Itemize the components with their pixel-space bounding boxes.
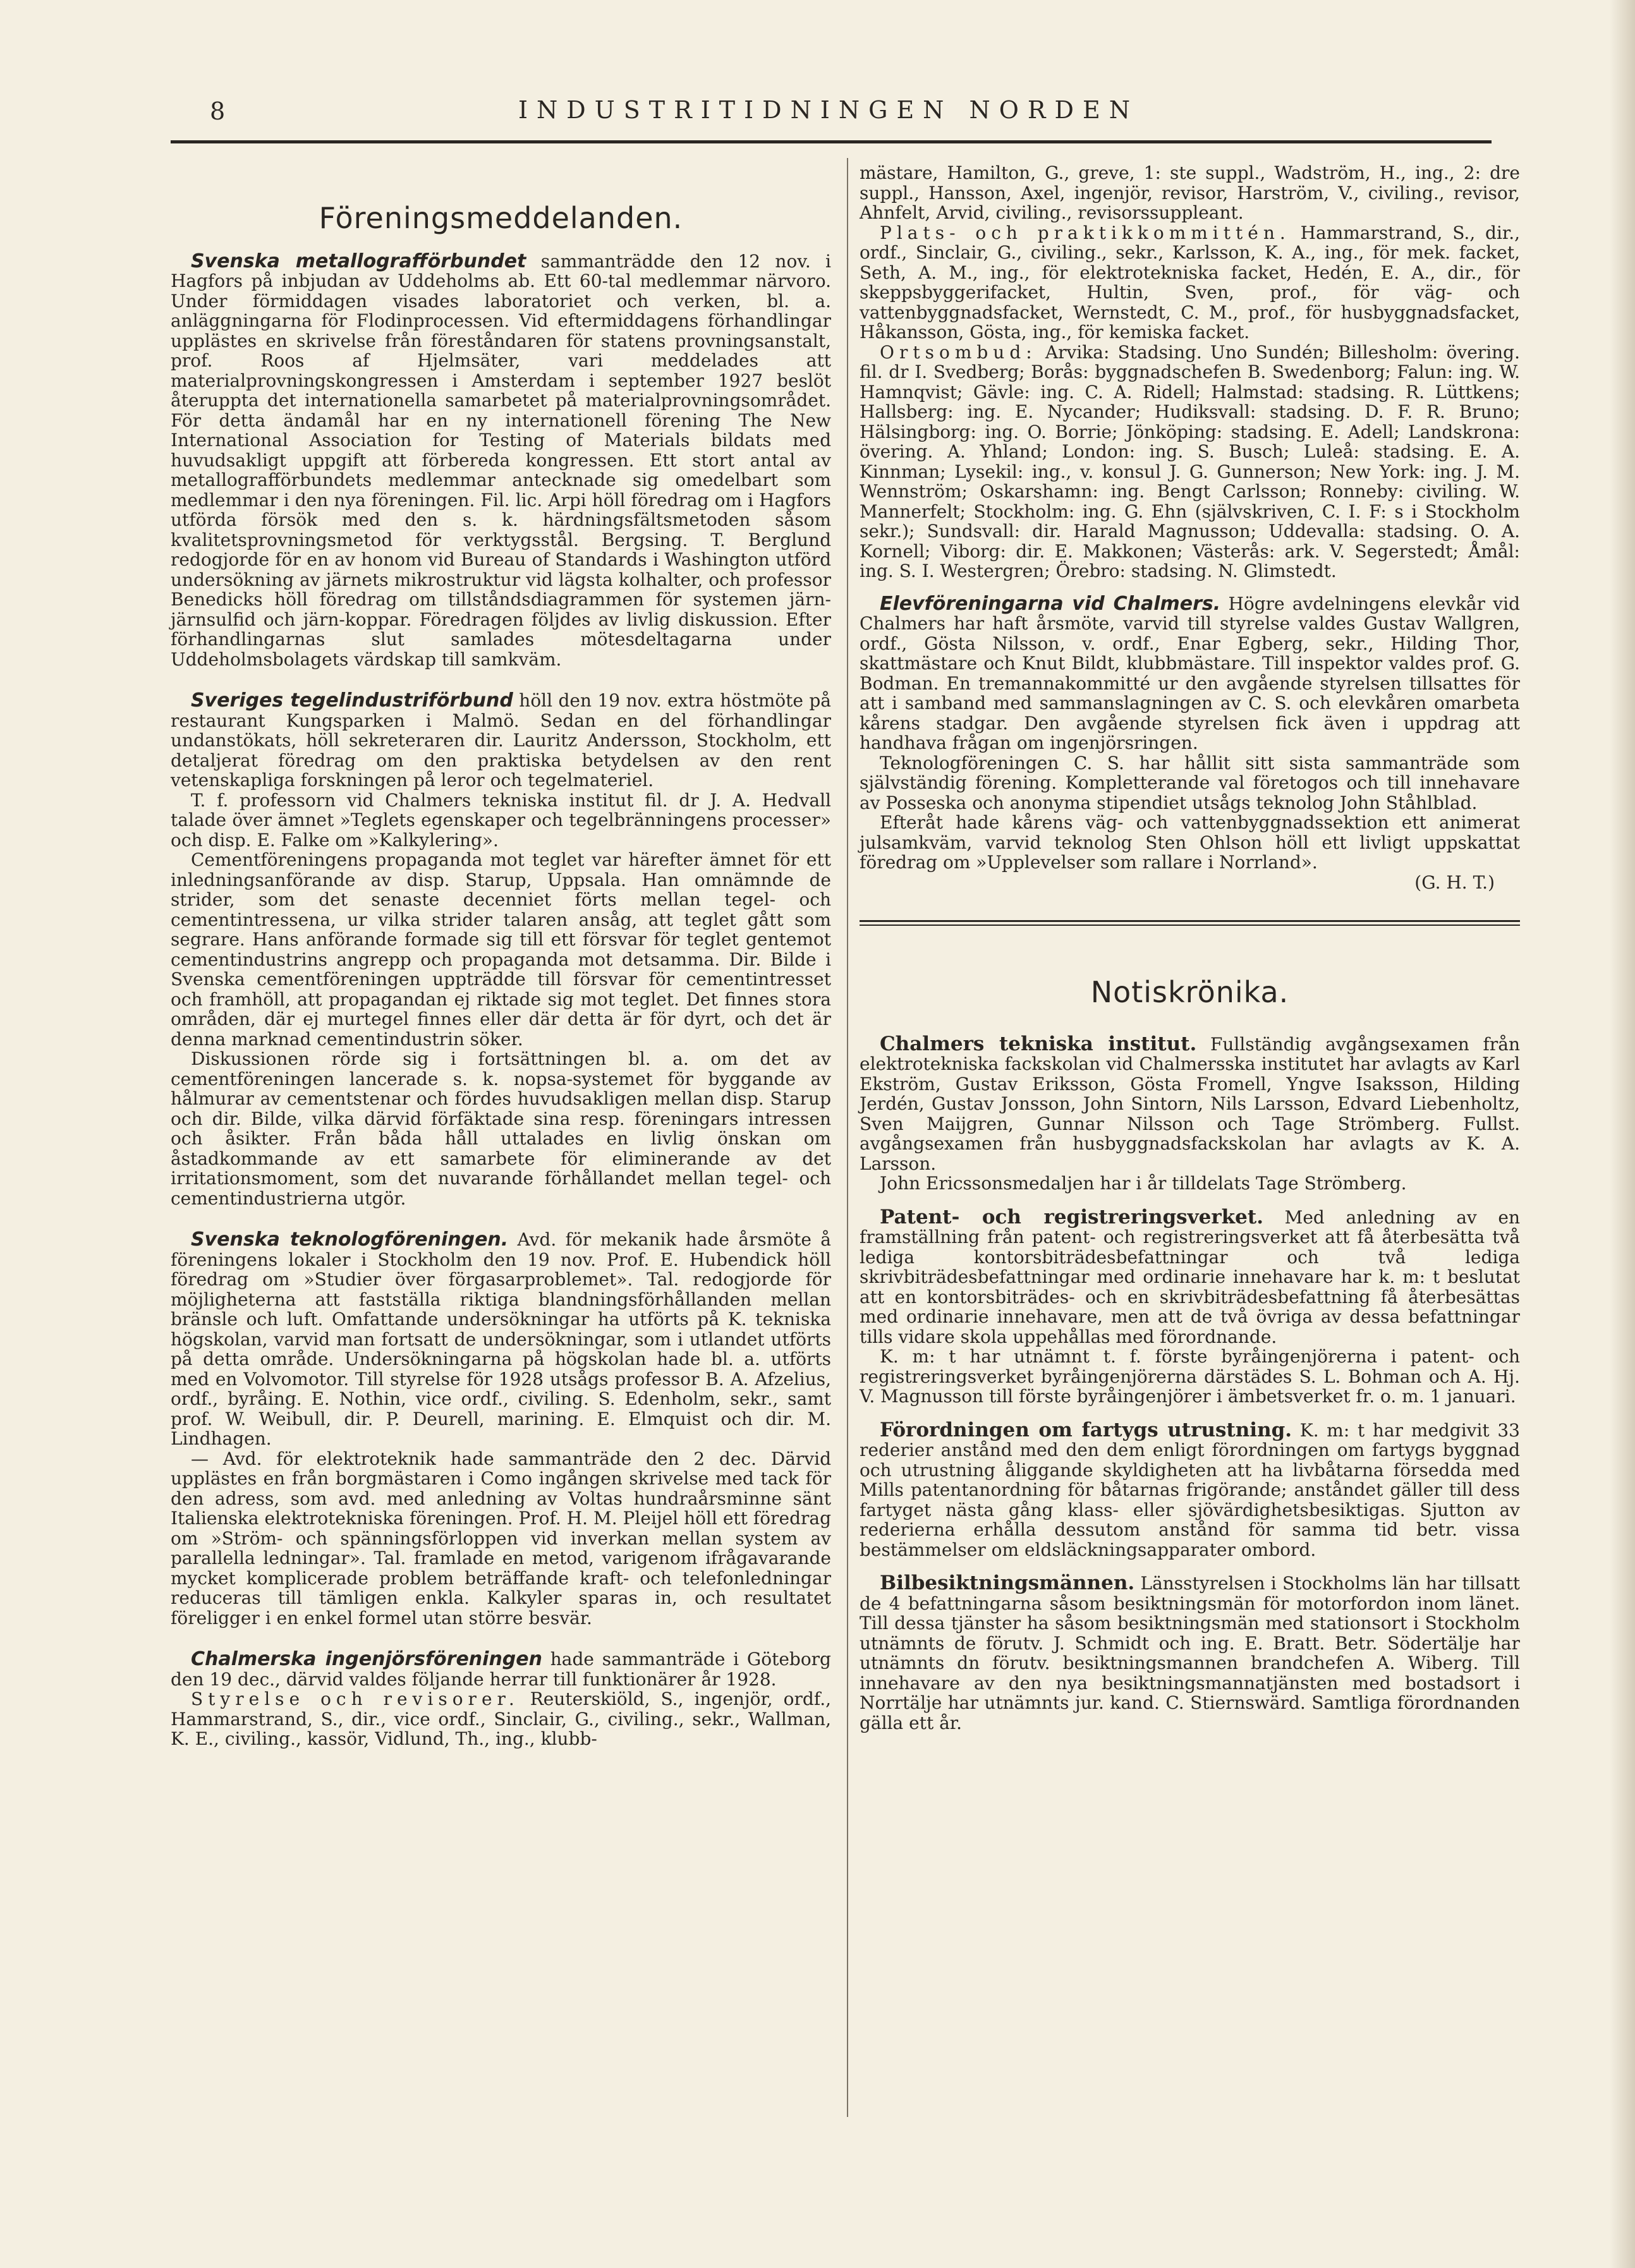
page-edge-shadow	[1610, 0, 1635, 2268]
page-header	[171, 96, 1492, 134]
article-text: Högre avdelningens elevkår vid Chalmers har haft årsmöte, varvid till styrelse valdes Gustav Wallgren, ordf., Gösta Nilsson, v. ordf., Enar Egberg, sekr., Hilding Thor, skattmästare och Knut Bildt, klubbmästare. Till inspektor valdes prof. G. Bodman. En tremannakommitté ur den avgående styrelsen tillsattes för att i samband med sammanslagningen av C. S. och elevkåren omarbeta kårens stadgar. Den avgående styrelsen fick även i uppdrag att handhava frågan om ingenjörsringen.	[860, 593, 1520, 753]
header-rule	[171, 140, 1492, 143]
notice-patent	[860, 1205, 1520, 1407]
article-text: Reuterskiöld, S., ingenjör, ordf., Hammarstrand, S., dir., vice ordf., Sinclair, G., civiling., sekr., Wallman, K. E., civiling., kassör, Vidlund, Th., ing., klubb-	[171, 1689, 832, 1749]
article-tegel	[171, 691, 831, 1208]
article-paragraph: Cementföreningens propaganda mot teglet var härefter ämnet för ett inledningsanförande av disp. Starup, Uppsala. Han omnämnde de strider, som det senaste decenniet förts mellan tegel- och cementintressena, ur vilka strider talaren ansåg, att teglet gått som segrare. Hans anförande formade sig till ett försvar för teglet gentemot cementindustrins angrepp och propaganda mot detsamma. Dir. Bilde i Svenska cementföreningen uppträdde till försvar för cementintresset och framhöll, att propagandan ej riktade sig mot teglet. Det finnes stora områden, där ej murtegel finnes eller där detta är för dyrt, och det är denna marknad cementindustrin söker.	[171, 849, 831, 1050]
continued-text: mästare, Hamilton, G., greve, 1: ste suppl., Wadström, H., ing., 2: dre suppl., Hansson, Axel, ingenjör, revisor, Harström, V., civiling., revisor, Ahnfelt, Arvid, civiling., revisorssuppleant.	[860, 162, 1520, 223]
article-text: höll den 19 nov. extra höstmöte på restaurant Kungsparken i Malmö. Sedan en del förhandlingar undanstökats, höll sekreteraren dir. Lauritz Andersson, Stockholm, ett detaljerat föredrag om den praktiska betydelsen av den rent vetenskapliga forskningen på leror och tegelmateriel.	[171, 690, 831, 791]
article-paragraph: K. m: t har utnämnt t. f. förste byråingenjörerna i patent- och registreringsverket byråingenjörerna därstädes S. L. Bohman och A. Hj. V. Magnusson till förste byråingenjörer i ämbetsverket fr. o. m. 1 januari.	[860, 1346, 1520, 1407]
subsection-label: Styrelse och revisorer.	[191, 1689, 520, 1709]
article-heading: Elevföreningarna vid Chalmers.	[880, 592, 1221, 615]
article-text: Fullständig avgångsexamen från elektrotekniska fackskolan vid Chalmersska institutet har avlagts av Karl Ekström, Gustav Eriksson, Gösta Fromell, Yngve Isaksson, Hilding Jerdén, Gustav Jonsson, John Sintorn, Nils Larsson, Edvard Liebenholtz, Sven Maijgren, Gunnar Nilsson och Tage Strömberg. Fullst. avgångsexamen från husbyggnadsfackskolan har avlagts av K. A. Larsson.	[860, 1033, 1521, 1174]
article-chalmerska	[171, 1649, 831, 1749]
column-divider	[847, 158, 848, 2117]
article-text: Arvika: Stadsing. Uno Sundén; Billesholm: övering. fil. dr I. Svedberg; Borås: byggnadschefen B. Swedenborg; Falun: ing. W. Hamnqvist; Gävle: ing. C. A. Ridell; Halmstad: stadsing. R. Lüttkens; Hallsberg: ing. E. Nycander; Hudiksvall: stadsing. D. F. R. Bruno; Hälsingborg: ing. O. Borrie; Jönköping: stadsing. E. Adell; Landskrona: övering. A. Yhland; London: ing. S. Busch; Luleå: stadsing. E. A. Kinnman; Lysekil: ing., v. konsul J. G. Gunnerson; New York: ing. J. M. Wennström; Oskarshamn: ing. Bengt Carlsson; Ronneby: civiling. W. Mannerfelt; Stockholm: ing. G. Ehn (självskriven, C. I. F: s i Stockholm sekr.); Sundsvall: dir. Harald Magnusson; Uddevalla: stadsing. O. A. Kornell; Viborg: dir. E. Makkonen; Västerås: ark. V. Segerstedt; Åmål: ing. S. I. Westergren; Örebro: stadsing. N. Glimstedt.	[860, 341, 1521, 581]
notice-heading: Bilbesiktningsmännen.	[880, 1572, 1135, 1594]
article-text: Avd. för mekanik hade årsmöte å föreningens lokaler i Stockholm den 19 nov. Prof. E. Hubendick höll föredrag om »Studier över förgasarproblemet». Tal. redogjorde för möjligheterna att fastställa riktiga blandningsförhållanden mellan bränsle och luft. Omfattande undersökningar ha utförts på K. tekniska högskolan, varvid man fortsatt de undersökningar, som i utlandet utförts på detta område. Undersökningarna på högskolan hade bl. a. utförts med en Volvomotor. Till styrelse för 1928 utsågs professor B. A. Afzelius, ordf., byråing. E. Nothin, vice ordf., civiling. S. Edenholm, sekr., samt prof. W. Weibull, dir. P. Deurell, marining. E. Elmquist och dir. M. Lindhagen.	[171, 1229, 831, 1449]
article-text: Med anledning av en framställning från patent- och registreringsverket att få återbesätta två lediga kontorsbiträdesbefattningar och två lediga skrivbiträdesbefattningar med ordinarie innehavare har k. m: t beslutat att en kontorsbiträdes- och en skrivbiträdesbefattning få återbesättas med ordinarie innehavare, men att de två övriga av dessa befattningar tills vidare skola uppehållas med förordnande.	[860, 1206, 1520, 1347]
article-paragraph: T. f. professorn vid Chalmers tekniska institut fil. dr J. A. Hedvall talade över ämnet »Teglets egenskaper och tegelbränningens processer» och disp. E. Falke om »Kalkylering».	[171, 789, 831, 851]
notice-bilbesiktning	[860, 1574, 1520, 1733]
article-text: hade sammanträde i Göteborg den 19 dec., därvid valdes följande herrar till funktionärer år 1928.	[171, 1649, 831, 1690]
article-paragraph: — Avd. för elektroteknik hade sammanträde den 2 dec. Därvid upplästes en från borgmästaren i Como ingången skrivelse med tack för den adress, som avd. med anledning av Voltas hundraårsminne sänt Italienska elektrotekniska föreningen. Prof. H. M. Pleijel höll ett föredrag om »Ström- och spänningsförloppen vid inverkan mellan system av parallella ledningar». Tal. framlade en metod, varigenom ifrågavarande mycket komplicerade problem beträffande kraft- och telefonledningar reduceras till tämligen enkla. Kalkyler sparas in, och resultatet föreligger i en enkel formel utan större besvär.	[171, 1448, 831, 1628]
subsection-label: Ortsombud:	[880, 341, 1037, 363]
article-heading: Chalmerska ingenjörsföreningen	[191, 1648, 542, 1670]
notice-heading: Patent- och registreringsverket.	[880, 1205, 1263, 1228]
notice-heading: Chalmers tekniska institut.	[880, 1032, 1197, 1055]
section-rule	[860, 920, 1520, 926]
article-text: Hammarstrand, S., dir., ordf., Sinclair, G., civiling., sekr., Karlsson, K. A., ing., för mek. facket, Seth, A. M., ing., för elektrotekniska facket, Hedén, E. A., dir., för skeppsbyggerifacket, Hultin, Sven, prof., för väg- och vattenbyggnadsfacket, Wernstedt, C. M., prof., för husbyggnadsfacket, Håkansson, Gösta, ing., för kemiska facket.	[860, 222, 1521, 343]
article-paragraph: Efteråt hade kårens väg- och vattenbyggnadssektion ett animerat julsamkväm, varvid teknolog Sten Ohlson höll ett livligt uppskattat föredrag om »Upplevelser som rallare i Norrland».	[860, 812, 1520, 873]
left-column	[171, 158, 831, 1749]
article-text: sammanträdde den 12 nov. i Hagfors på inbjudan av Uddeholms ab. Ett 60-tal medlemmar närvoro. Under förmiddagen visades laboratoriet och verken, bl. a. anläggningarna för Flodinprocessen. Vid eftermiddagens förhandlingar upplästes en skrivelse från föreståndaren för statens provningsanstalt, prof. Roos af Hjelmsäter, vari meddelades att materialprovningskongressen i Amsterdam i september 1927 beslöt återuppta det internationella samarbetet på materialprovningsområdet. För detta ändamål har en ny internationell förening The New International Association for Testing of Materials bildats med huvudsakligt uppgift att förbereda kongressen. Ett stort antal av metallografförbundets medlemmar antecknade sig omedelbart som medlemmar i den nya föreningen. Fil. lic. Arpi höll föredrag om i Hagfors utförda försök med den s. k. härdningsfältsmetoden såsom kvalitetsprovningsmetod för verktygsstål. Bergsing. T. Berglund redogjorde för en av honom vid Bureau of Standards i Washington utförd undersökning av järnets mikrostruktur vid lägsta kolhalter, och professor Benedicks höll föredrag om tillståndsdiagrammen för systemen järn-järnsulfid och järn-koppar. Föredragen följdes av livlig diskussion. Efter förhandlingarnas slut samlades mötesdeltagarna under Uddeholmsbolagets värdskap till samkväm.	[171, 250, 831, 670]
article-elevforeningarna	[860, 594, 1520, 893]
notice-heading: Förordningen om fartygs utrustning.	[880, 1418, 1292, 1441]
article-teknolog	[171, 1230, 831, 1628]
article-text: K. m: t har medgivit 33 rederier anstånd med den dem enligt förordningen om fartygs byggnad och utrustning åliggande skyldigheten att ha livbåtarna försedda med Mills patentanordning för båtarnas frigörande; anståndet gäller till dess fartyget nästa gång klass- eller sjövärdighetsbesiktigas. Sjutton av rederierna erhålla dessutom anstånd för samma tid betr. vissa bestämmelser om eldsläckningsapparater ombord.	[860, 1419, 1520, 1560]
article-heading: Svenska teknologföreningen.	[191, 1228, 509, 1251]
right-column	[860, 163, 1520, 1733]
article-heading: Sveriges tegelindustriförbund	[191, 689, 513, 712]
article-paragraph: Teknologföreningen C. S. har hållit sitt sista sammanträde som självständig förening. Kompletterande val företogos och till innehavare av Posseska och anonyma stipendiet utsågs teknolog John Ståhlblad.	[860, 752, 1520, 813]
notice-chalmers	[860, 1034, 1520, 1194]
article-heading: Svenska metallografförbundet	[191, 250, 526, 272]
article-paragraph: John Ericssonsmedaljen har i år tilldelats Tage Strömberg.	[880, 1173, 1407, 1194]
article-metallograf	[171, 252, 831, 670]
running-title: INDUSTRITIDNINGEN NORDEN	[518, 96, 1139, 124]
subsection-label: Plats- och praktikkommittén.	[880, 222, 1291, 243]
page-number: 8	[210, 97, 227, 125]
notice-fartyg	[860, 1418, 1520, 1560]
signature: (G. H. T.)	[1414, 871, 1495, 893]
article-paragraph: Diskussionen rörde sig i fortsättningen bl. a. om det av cementföreningen lancerade s. k. nopsa-systemet för byggande av hålmurar av cementstenar och fördes huvudsakligen mellan disp. Starup och dir. Bilde, vilka därvid förfäktade sina resp. föreningars intressen och åsikter. Från båda håll uttalades en livlig önskan om åstadkommande av ett samarbete för eliminerande av det irritationsmoment, som det nuvarande förhållandet mellan tegel- och cementindustrierna utgör.	[171, 1048, 831, 1209]
article-text: Länsstyrelsen i Stockholms län har tillsatt de 4 befattningarna såsom besiktningsmän för motorfordon inom länet. Till dessa tjänster ha såsom besiktningsmän med stationsort i Stockholm utnämnts de förutv. J. Schmidt och ing. E. Bratt. Betr. Södertälje har utnämnts dn förutv. besiktningsmannen brandchefen A. Wiberg. Till innehavare av den nya besiktningsmannatjänsten med bostadsort i Norrtälje har utnämnts jur. kand. C. Stiernswärd. Samtliga förordnanden gälla ett år.	[860, 1573, 1520, 1733]
section-title-notiskronika: Notiskrönika.	[1090, 975, 1289, 1009]
section-title-foreningsmeddelanden: Föreningsmeddelanden.	[319, 201, 683, 235]
